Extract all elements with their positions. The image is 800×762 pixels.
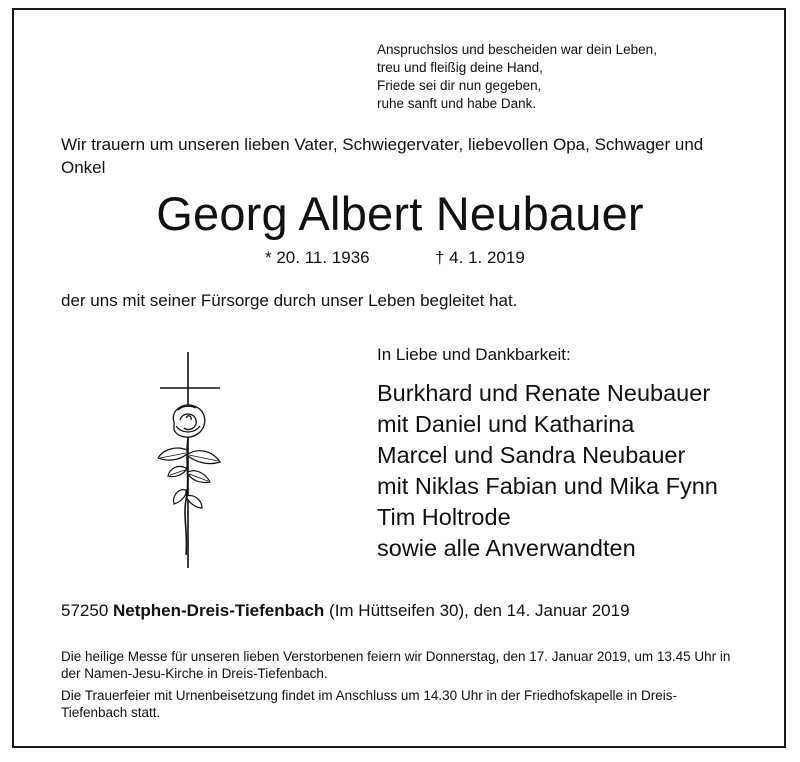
birth-date: * 20. 11. 1936 — [265, 248, 370, 267]
town: Netphen-Dreis-Tiefenbach — [113, 601, 325, 620]
cross-with-rose-icon — [150, 350, 230, 575]
mass-notice: Die heilige Messe für unseren lieben Verstorbenen feiern wir Donnerstag, den 17. Januar 2019, um 13.45 Uhr in der Namen-Jesu-Kirche in Dreis-Tiefenbach. — [61, 649, 731, 681]
support-line: der uns mit seiner Fürsorge durch unser Leben begleitet hat. — [61, 291, 518, 310]
mourner-line: Burkhard und Renate Neubauer — [377, 380, 711, 406]
mourner-line: sowie alle Anverwandten — [377, 535, 636, 561]
mourner-line: Marcel und Sandra Neubauer — [377, 442, 686, 468]
postcode: 57250 — [61, 601, 109, 620]
mourner-line: mit Daniel und Katharina — [377, 411, 635, 437]
mourners-heading: In Liebe und Dankbarkeit: — [377, 345, 571, 364]
mourner-line: Tim Holtrode — [377, 504, 511, 530]
poem-line-1: Anspruchslos und bescheiden war dein Leben, — [377, 42, 657, 57]
deceased-name: Georg Albert Neubauer — [156, 187, 644, 240]
poem — [377, 41, 657, 113]
poem-line-2: treu und fleißig deine Hand, — [377, 60, 543, 75]
poem-line-3: Friede sei dir nun gegeben, — [377, 78, 542, 93]
death-date: † 4. 1. 2019 — [435, 248, 525, 267]
funeral-notice: Die Trauerfeier mit Urnenbeisetzung findet im Anschluss um 14.30 Uhr in der Friedhofskapelle in Dreis-Tiefenbach statt. — [61, 688, 678, 720]
intro-text: Wir trauern um unseren lieben Vater, Schwiegervater, liebevollen Opa, Schwager und Onkel — [61, 135, 704, 177]
mourner-line: mit Niklas Fabian und Mika Fynn — [377, 473, 718, 499]
street-and-date: (Im Hüttseifen 30), den 14. Januar 2019 — [329, 601, 630, 620]
poem-line-4: ruhe sanft und habe Dank. — [377, 96, 537, 111]
address-line — [61, 601, 630, 621]
mourners-list — [377, 378, 718, 564]
